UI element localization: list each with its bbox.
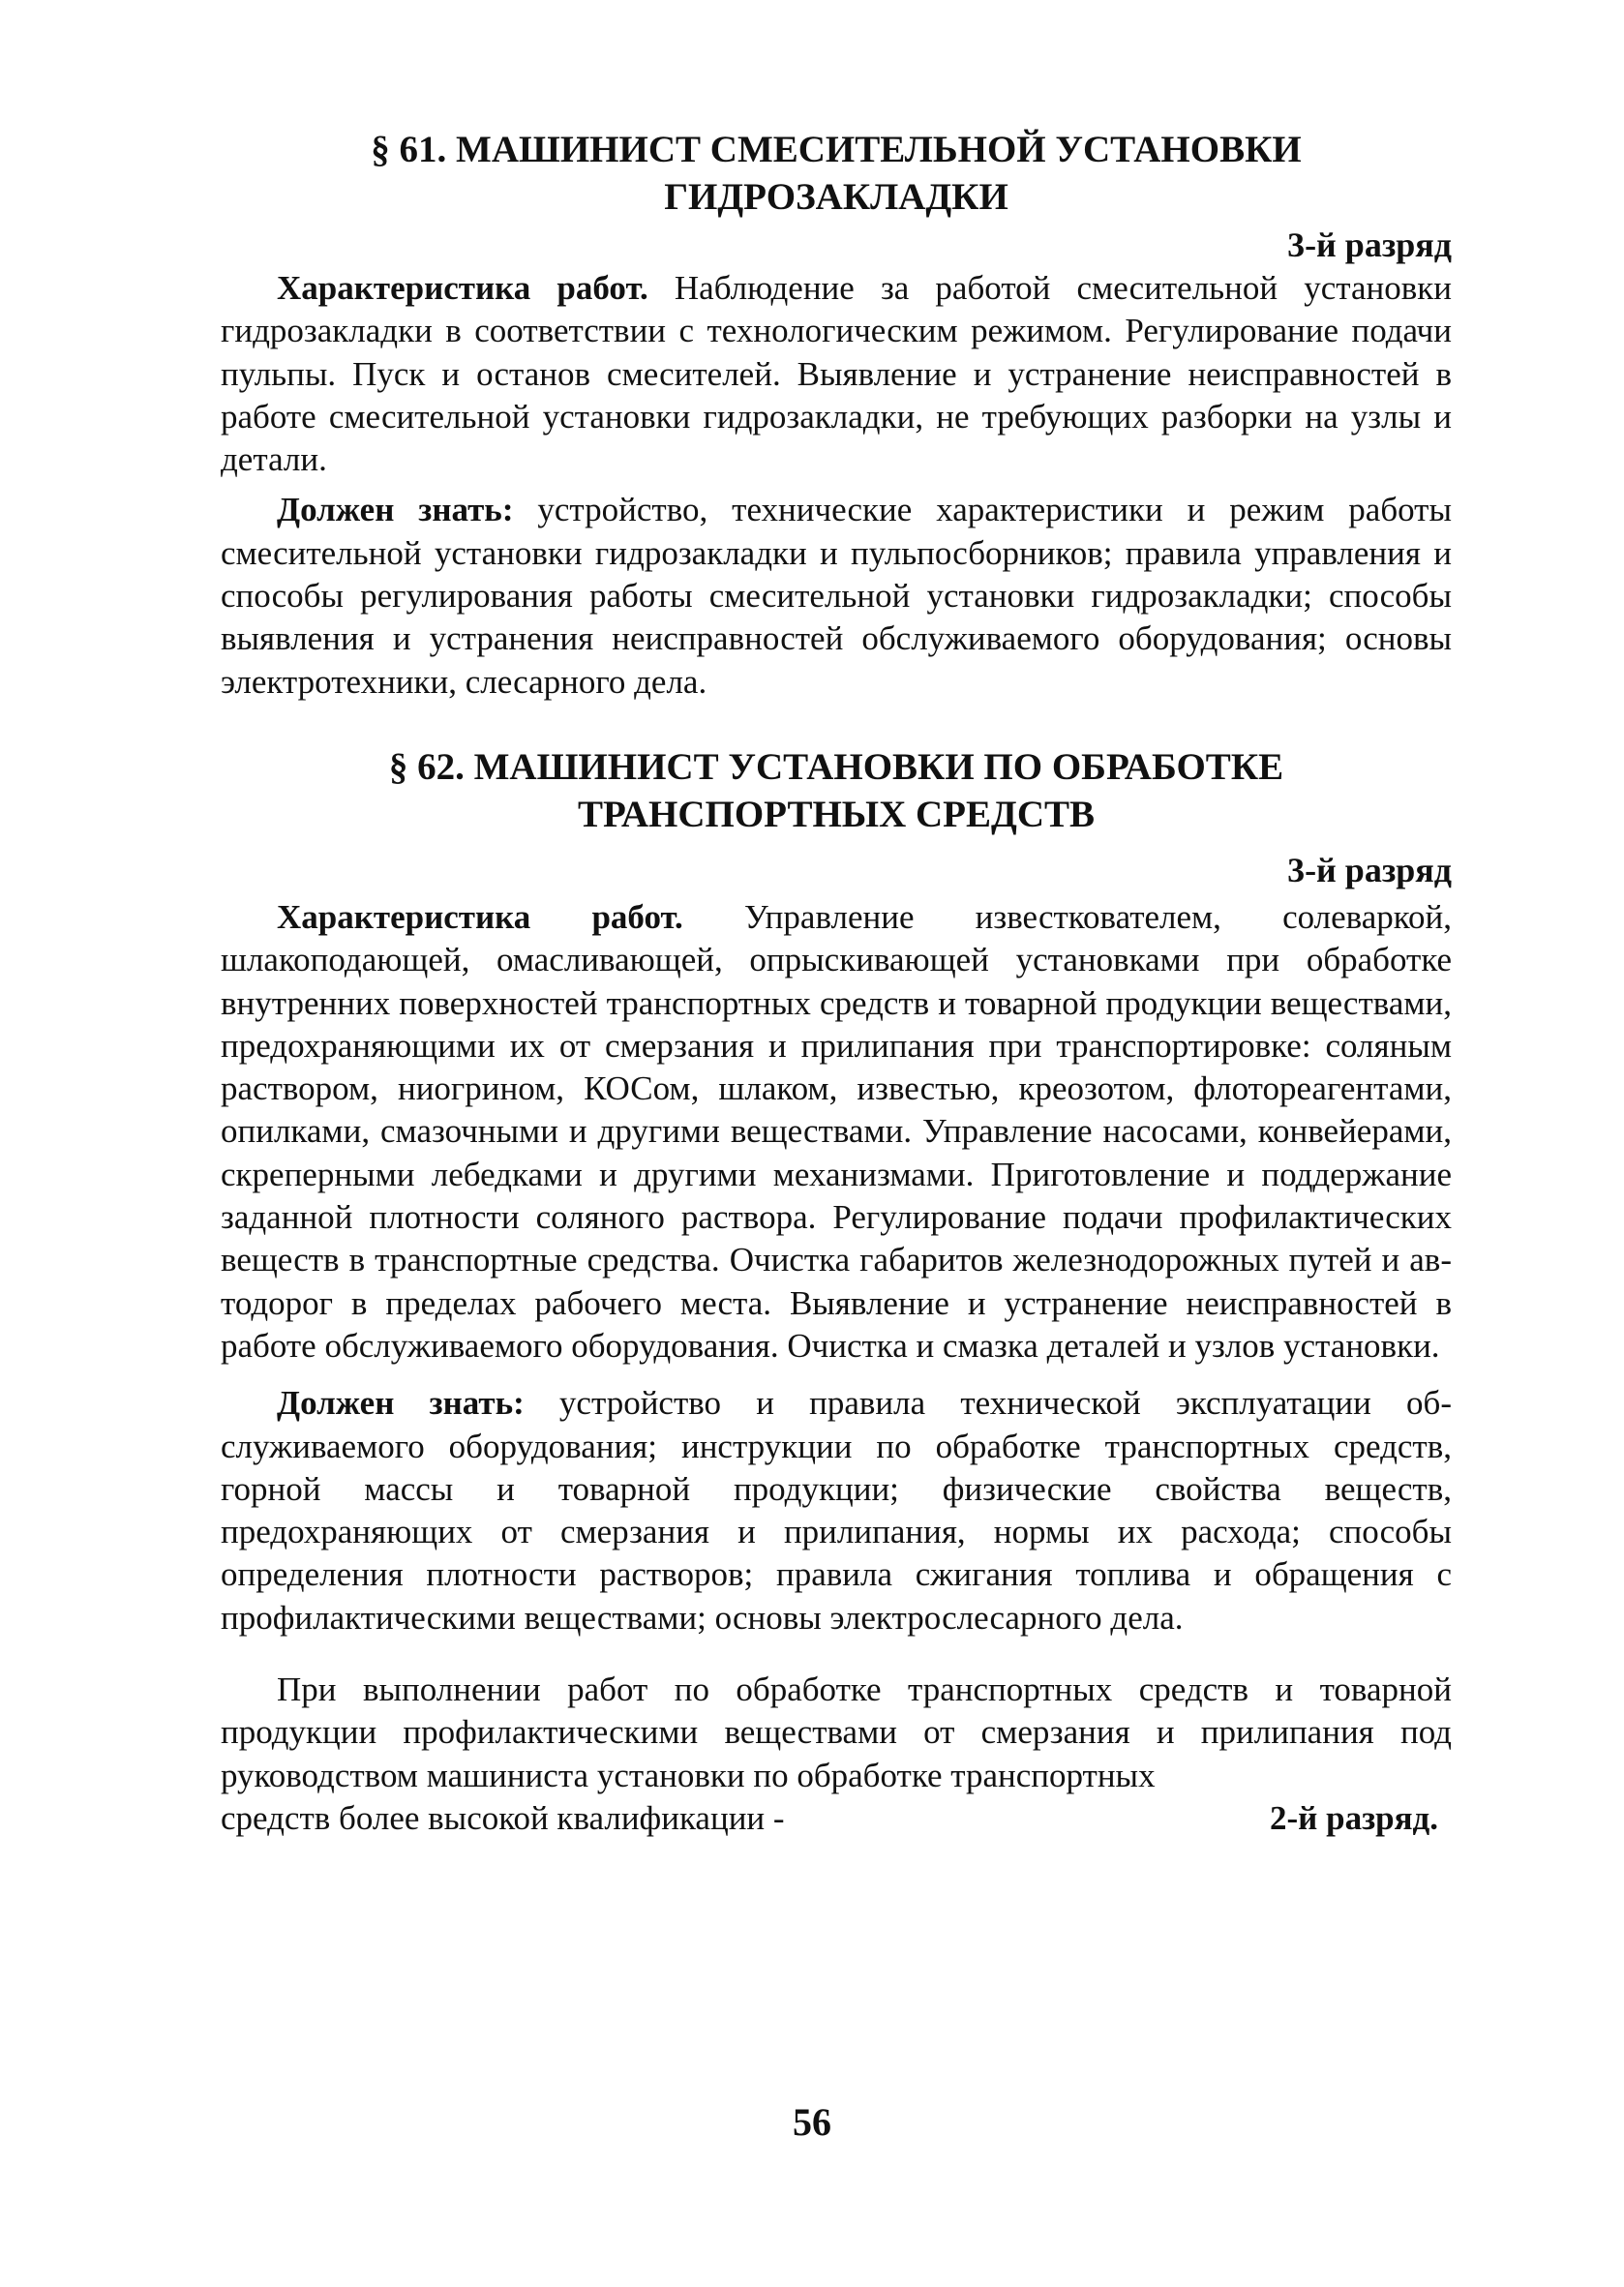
section-title-line-2: ГИДРОЗАКЛАДКИ — [664, 176, 1008, 218]
section-62 — [221, 743, 1452, 1840]
supervision-note-last-text: средств более высокой квалификации - — [221, 1798, 785, 1837]
section-title-line-2: ТРАНСПОРТНЫХ СРЕДСТВ — [577, 793, 1096, 835]
section-title — [221, 743, 1452, 838]
must-know-text: устройство, технические характеристики и режим работы смесительной установки гидрозакладки и пульпосборников; правила управления и способы регулирования работы смесительной установки гидрозакладки; способы выявления и устранения неисправностей обслуживаемого оборудования; основы электротехники, слесарного дела. — [221, 491, 1452, 701]
work-characteristics-label: Характеристика работ. — [277, 269, 648, 307]
supervision-note-last-line — [221, 1797, 1452, 1840]
section-title-line-1: § 61. МАШИНИСТ СМЕСИТЕЛЬНОЙ УСТАНОВКИ — [371, 129, 1302, 170]
work-characteristics-text: Наблюдение за работой смесительной установки гидрозакладки в соответствии с технологическим режимом. Регулирование подачи пульпы. Пуск и останов смесителей. Выявление и устранение неисправностей в работе смесительной установки гидрозакладки, не требующих разборки на узлы и детали. — [221, 269, 1452, 479]
work-characteristics-text: Управление известкователем, солеваркой, шлакоподающей, омасливающей, опрыскивающей установками при обработке внутренних поверхностей транспортных средств и товарной продукции веществами, предохраняющими их от смерзания и прилипания при транспортировке: соляным раствором, ниогрином, КОСом, шлаком, известью, креозотом, флотореагентами, опилками, смазочными и другими веществами. Управление насосами, конвейерами, скреперными лебедками и другими механизмами. Приготовление и поддержание заданной плотности соляного раствора. Регулирование подачи профилактических веществ в транспортные средства. Очистка габаритов железнодорожных путей и автодорог в пределах рабочего места. Выявление и устранение неисправностей в работе обслуживаемого оборудования. Очистка и смазка деталей и узлов установки. — [221, 897, 1452, 1365]
work-characteristics-paragraph — [221, 267, 1452, 481]
must-know-label: Должен знать: — [277, 491, 514, 529]
must-know-paragraph — [221, 489, 1452, 703]
must-know-label: Должен знать: — [277, 1384, 525, 1423]
supervision-note-text: При выполнении работ по обработке транспортных средств и товарной продукции профилактическими веществами от смерзания и прилипания под руководством машиниста установки по обработке транспортных — [221, 1670, 1452, 1794]
page-number: 56 — [793, 2100, 831, 2144]
must-know-text: устройство и правила технической эксплуатации обслуживаемого оборудования; инструкции по обработке транспортных средств, горной массы и товарной продукции; физические свойства веществ, предохраняющих от смерзания и прилипания, нормы их расхода; способы определения плотности растворов; правила сжигания топлива и обращения с профилактическими веществами; основы электрослесарного дела. — [221, 1384, 1453, 1637]
supervision-grade-label: 2-й разряд. — [1270, 1798, 1438, 1837]
work-characteristics-label: Характеристика работ. — [277, 897, 683, 936]
section-title — [221, 126, 1452, 221]
section-61 — [221, 126, 1452, 704]
grade-label: 3-й разряд — [1287, 226, 1452, 264]
must-know-paragraph — [221, 1382, 1452, 1640]
work-characteristics-paragraph — [221, 896, 1452, 1368]
supervision-note-paragraph — [221, 1669, 1452, 1797]
section-title-line-1: § 62. МАШИНИСТ УСТАНОВКИ ПО ОБРАБОТКЕ — [388, 745, 1284, 788]
grade-label: 3-й разряд — [1287, 850, 1452, 889]
document-page — [221, 126, 1452, 1840]
